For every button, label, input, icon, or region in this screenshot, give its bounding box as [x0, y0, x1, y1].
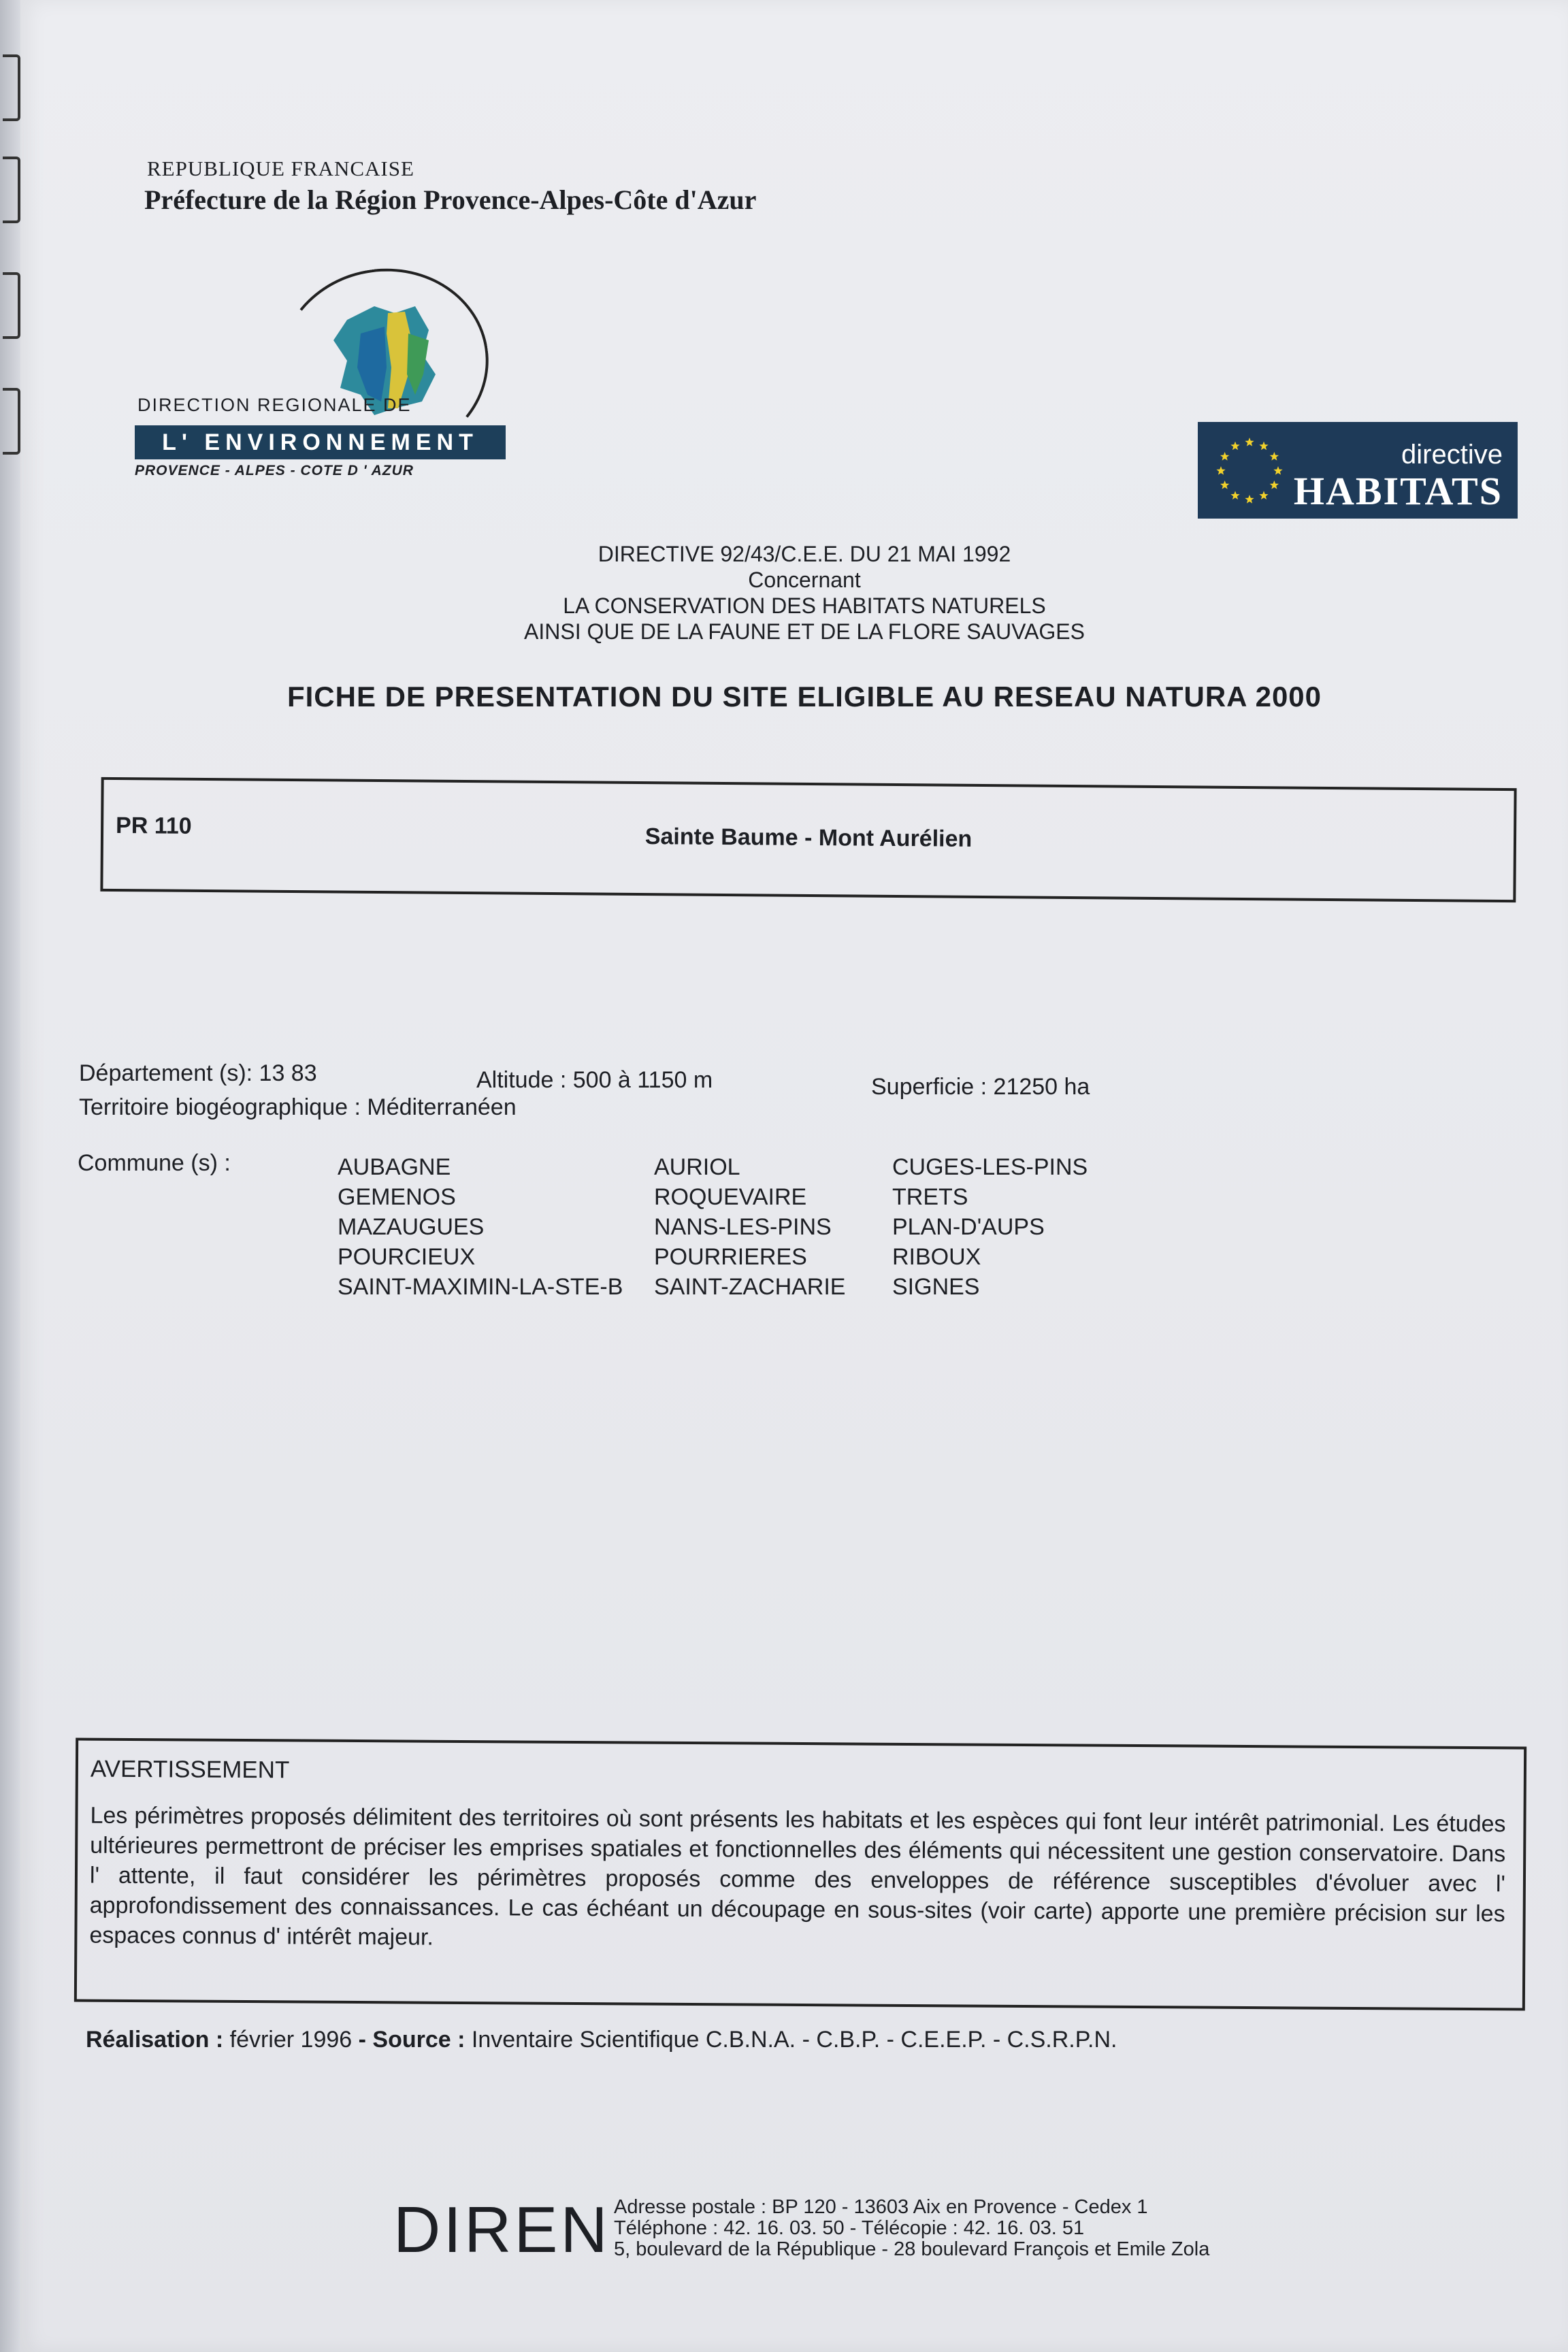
commune-item: CUGES-LES-PINS	[892, 1154, 1088, 1180]
badge-habitats-word: HABITATS	[1293, 469, 1503, 513]
site-box	[100, 777, 1516, 902]
superficie-text: Superficie : 21250 ha	[871, 1074, 1090, 1100]
footer-address	[614, 2197, 1209, 2260]
binder-ring	[3, 388, 20, 455]
binder-ring	[3, 272, 20, 339]
binder-ring	[3, 157, 20, 223]
eu-star-icon	[1270, 452, 1279, 461]
directive-habitats-badge	[1198, 422, 1518, 519]
territoire-text: Territoire biogéographique : Méditerranéen	[79, 1094, 517, 1120]
commune-item: SAINT-ZACHARIE	[654, 1274, 846, 1300]
source-text: Inventaire Scientifique C.B.N.A. - C.B.P. - C.E.E.P. - C.S.R.P.N.	[471, 2027, 1117, 2053]
avertissement-text: Les périmètres proposés délimitent des territoires où sont présents les habitats et les espèces qui font leur intérêt patrimonial. Les études ultérieures permettront de préciser les emprises spatiales et fonctionnelles des éléments qui nécessitent une gestion conservatoire. Dans l' attente, il faut considérer les périmètres proposés comme des enveloppes de référence susceptibles d'évoluer avec l' approfondissement des connaissances. Le cas échéant un découpage en sous-sites (voir carte) apporte une première précision sur les espaces connus d' intérêt majeur.	[89, 1802, 1506, 1950]
directive-line: Concernant	[748, 568, 861, 592]
source-label: - Source :	[358, 2027, 466, 2053]
site-name: Sainte Baume - Mont Aurélien	[644, 823, 973, 852]
commune-item: SAINT-MAXIMIN-LA-STE-B	[338, 1274, 623, 1300]
eu-star-icon	[1245, 495, 1254, 504]
binder-ring	[3, 54, 20, 121]
badge-directive-word: directive	[1401, 440, 1503, 470]
address-line: 5, boulevard de la République - 28 boulevard François et Emile Zola	[614, 2238, 1210, 2260]
binder-strip	[0, 0, 20, 2352]
eu-star-icon	[1245, 438, 1254, 446]
eu-star-icon	[1220, 452, 1229, 461]
realisation-date: février 1996	[229, 2027, 353, 2053]
departement-text: Département (s): 13 83	[79, 1060, 317, 1086]
realisation-label: Réalisation :	[86, 2027, 224, 2053]
commune-item: PLAN-D'AUPS	[892, 1214, 1045, 1240]
commune-item: MAZAUGUES	[338, 1214, 485, 1240]
realisation-line	[86, 2027, 1117, 2053]
communes-label: Commune (s) :	[78, 1150, 231, 1176]
address-line: Téléphone : 42. 16. 03. 50 - Télécopie : 42. 16. 03. 51	[614, 2217, 1085, 2239]
commune-item: RIBOUX	[892, 1244, 981, 1270]
logo-direction-text: DIRECTION REGIONALE DE	[137, 395, 412, 415]
commune-item: NANS-LES-PINS	[654, 1214, 832, 1240]
eu-stars-icon	[1210, 431, 1289, 510]
commune-item: POURCIEUX	[338, 1244, 476, 1270]
commune-item: AURIOL	[654, 1154, 740, 1180]
prefecture-heading: Préfecture de la Région Provence-Alpes-Côte d'Azur	[144, 184, 757, 215]
commune-item: SIGNES	[892, 1274, 980, 1300]
directive-block	[20, 541, 1568, 644]
republique-heading: REPUBLIQUE FRANCAISE	[147, 157, 414, 180]
communes-list	[338, 1154, 1137, 1301]
fiche-title: FICHE DE PRESENTATION DU SITE ELIGIBLE AU RESEAU NATURA 2000	[287, 681, 1322, 713]
directive-line: LA CONSERVATION DES HABITATS NATURELS	[563, 593, 1046, 618]
directive-line: DIRECTIVE 92/43/C.E.E. DU 21 MAI 1992	[598, 542, 1011, 566]
commune-item: ROQUEVAIRE	[654, 1184, 807, 1210]
directive-line: AINSI QUE DE LA FAUNE ET DE LA FLORE SAUVAGES	[524, 619, 1085, 644]
eu-star-icon	[1220, 480, 1229, 489]
eu-star-icon	[1273, 466, 1282, 475]
commune-item: POURRIERES	[654, 1244, 807, 1270]
avertissement-title: AVERTISSEMENT	[90, 1755, 290, 1784]
diren-logo-text: DIREN	[393, 2193, 610, 2266]
document-page	[20, 0, 1568, 2352]
avertissement-box	[74, 1737, 1526, 2010]
commune-item: GEMENOS	[338, 1184, 456, 1210]
address-line: Adresse postale : BP 120 - 13603 Aix en Provence - Cedex 1	[614, 2196, 1148, 2218]
logo-province-text: PROVENCE - ALPES - COTE D ' AZUR	[135, 463, 414, 478]
commune-item: AUBAGNE	[338, 1154, 451, 1180]
site-code: PR 110	[115, 813, 192, 839]
eu-star-icon	[1230, 491, 1239, 500]
eu-star-icon	[1230, 442, 1239, 451]
eu-star-icon	[1216, 466, 1225, 475]
eu-star-icon	[1270, 480, 1279, 489]
eu-star-icon	[1259, 442, 1268, 451]
eu-star-icon	[1259, 491, 1268, 500]
altitude-text: Altitude : 500 à 1150 m	[476, 1067, 713, 1093]
commune-item: TRETS	[892, 1184, 968, 1210]
logo-environnement-banner: L' ENVIRONNEMENT	[135, 425, 506, 459]
